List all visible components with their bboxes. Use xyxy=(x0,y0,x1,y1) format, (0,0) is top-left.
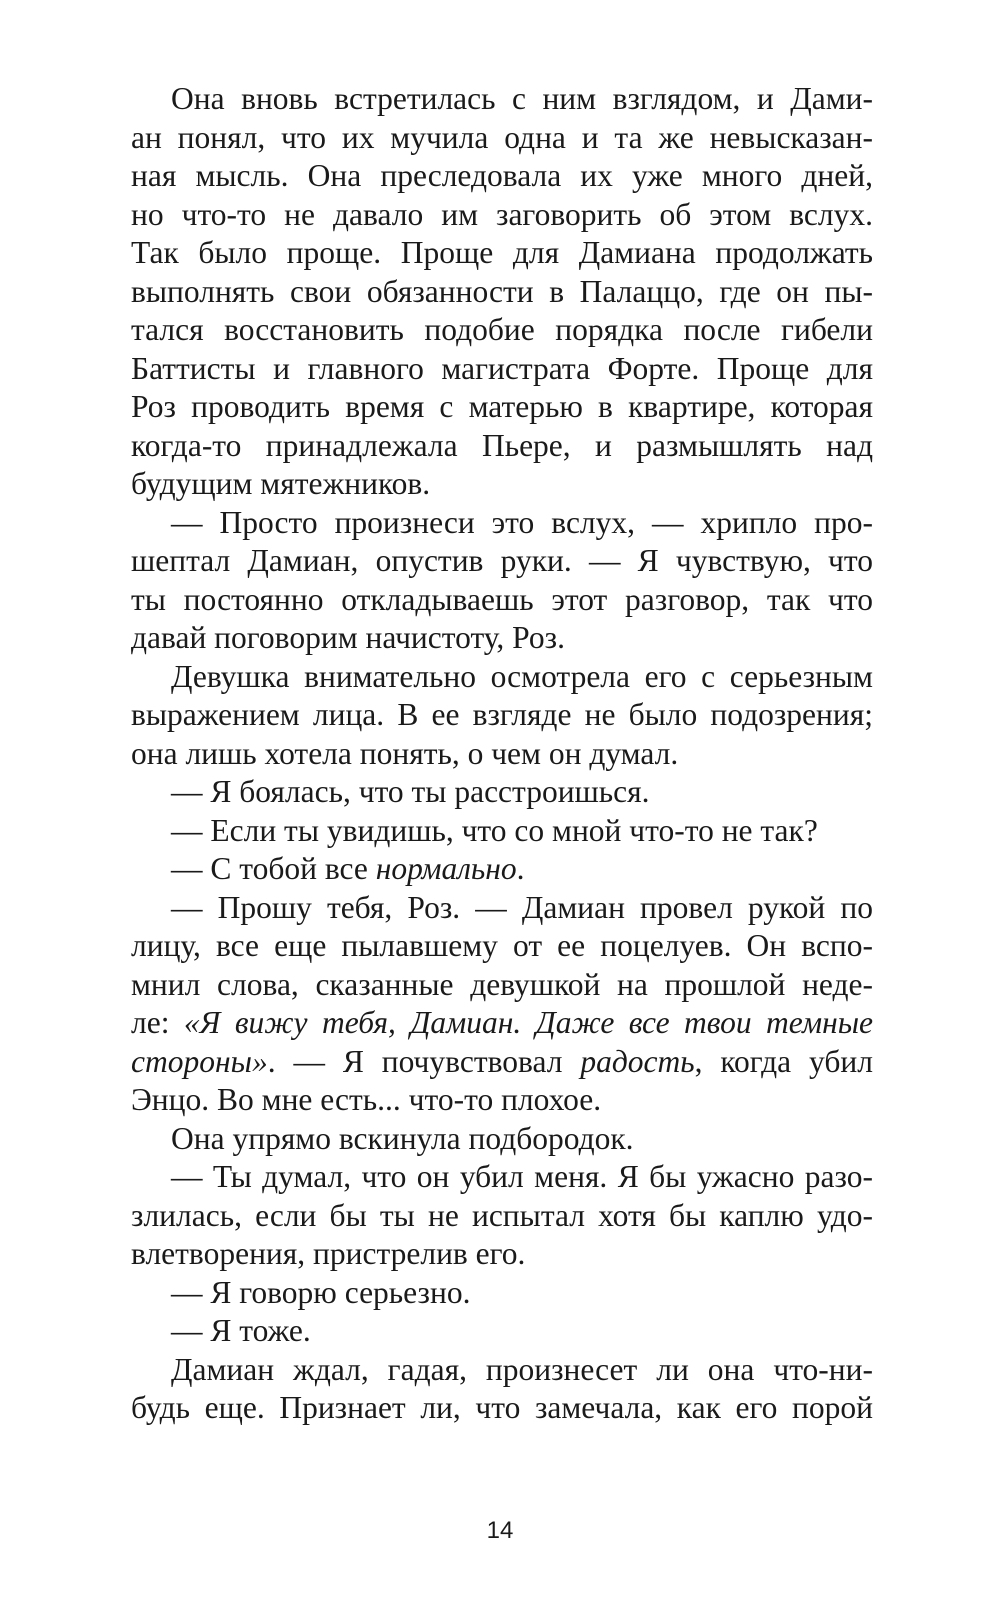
text-line: стороны». — Я почувствовал радость, когда убил xyxy=(131,1043,873,1079)
italic-emphasis: нормально xyxy=(375,851,517,886)
text-line: Девушка внимательно осмотрела его с серьезным xyxy=(171,658,873,694)
text-line: шептал Дамиан, опустив руки. — Я чувствую, что xyxy=(131,543,873,578)
text-line: Баттисты и главного магистрата Форте. Проще для xyxy=(131,350,873,386)
text-line: Она вновь встретилась с ним взглядом, и Дами- xyxy=(171,81,873,116)
text-line: Дамиан ждал, гадая, произнесет ли она что-ни- xyxy=(171,1351,873,1387)
text-line: ты постоянно откладываешь этот разговор, так что xyxy=(131,581,873,617)
text-line: тался восстановить подобие порядка после гибели xyxy=(131,312,873,347)
text-line: — С тобой все нормально. xyxy=(171,851,525,886)
text-line: давай поговорим начистоту, Роз. xyxy=(131,620,565,655)
text-line: — Я говорю серьезно. xyxy=(171,1274,471,1310)
text-line: — Я тоже. xyxy=(171,1313,311,1348)
text-line: Так было проще. Проще для Дамиана продолжать xyxy=(131,235,873,270)
text-line: будущим мятежников. xyxy=(131,466,431,501)
text-line: злилась, если бы ты не испытал хотя бы каплю удо- xyxy=(131,1197,873,1233)
body-text xyxy=(131,80,873,1428)
italic-quote: стороны» xyxy=(131,1043,268,1079)
text-line: ан понял, что их мучила одна и та же невысказан- xyxy=(131,119,873,155)
text-line: — Если ты увидишь, что со мной что-то не так? xyxy=(171,812,818,848)
text-line: ная мысль. Она преследовала их уже много дней, xyxy=(131,158,873,193)
text-line: будь еще. Признает ли, что замечала, как его порой xyxy=(131,1390,873,1425)
text-line: — Я боялась, что ты расстроишься. xyxy=(171,774,650,809)
text-line: выполнять свои обязанности в Палаццо, где он пы- xyxy=(131,273,873,309)
text-line: ле: «Я вижу тебя, Дамиан. Даже все твои темные xyxy=(131,1005,874,1040)
text-line: выражением лица. В ее взгляде не было подозрения; xyxy=(131,697,873,732)
text-line: Энцо. Во мне есть... что-то плохое. xyxy=(131,1082,602,1117)
text-line: Роз проводить время с матерью в квартире, которая xyxy=(131,389,873,424)
text-line: лицу, все еще пылавшему от ее поцелуев. Он вспо- xyxy=(131,928,873,963)
text-line: — Ты думал, что он убил меня. Я бы ужасно разо- xyxy=(171,1159,873,1194)
text-line: но что-то не давало им заговорить об этом вслух. xyxy=(131,196,873,232)
page-number: 14 xyxy=(486,1517,514,1544)
italic-quote: «Я вижу тебя, Дамиан. Даже все твои темные xyxy=(183,1005,874,1040)
text-line: — Прошу тебя, Роз. — Дамиан провел рукой по xyxy=(171,889,873,925)
text-line: мнил слова, сказанные девушкой на прошлой неде- xyxy=(131,966,873,1002)
text-line: когда-то принадлежала Пьере, и размышлять над xyxy=(131,427,873,463)
text-line: она лишь хотела понять, о чем он думал. xyxy=(131,735,679,771)
text-line: влетворения, пристрелив его. xyxy=(131,1236,526,1271)
italic-emphasis: радость xyxy=(580,1043,695,1079)
text-line: — Просто произнеси это вслух, — хрипло про- xyxy=(171,504,873,540)
text-line: Она упрямо вскинула подбородок. xyxy=(171,1120,634,1156)
